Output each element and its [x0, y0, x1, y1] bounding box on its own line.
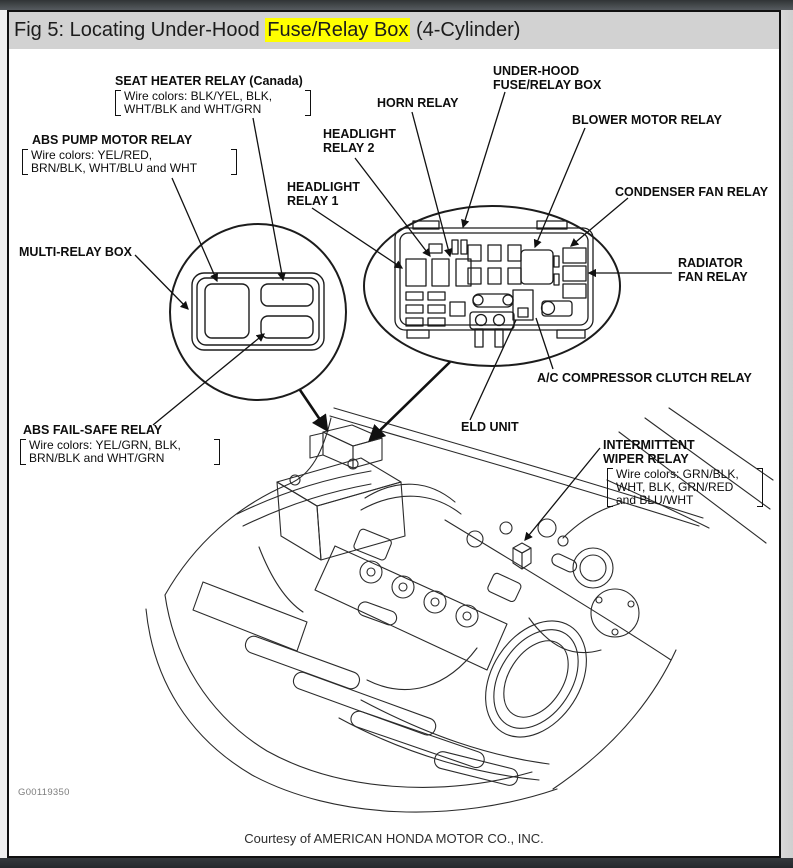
label-radiator-fan-relay: RADIATOR FAN RELAY — [678, 256, 748, 284]
leader-condenser — [571, 198, 628, 246]
figure-title-highlight: Fuse/Relay Box — [267, 19, 409, 41]
abs-fail-safe-wire-colors: Wire colors: YEL/GRN, BLK, BRN/BLK and WHT/GRN — [20, 439, 220, 465]
label-horn-relay: HORN RELAY — [377, 96, 459, 110]
leader-horn — [412, 112, 450, 256]
bracket-right — [305, 90, 311, 116]
credit-line: Courtesy of AMERICAN HONDA MOTOR CO., INC. — [244, 831, 544, 846]
figure-id-code: G00119350 — [18, 787, 70, 798]
seat-heater-wire-colors: Wire colors: BLK/YEL, BLK, WHT/BLK and WHT/GRN — [115, 90, 311, 116]
intermittent-wiper-wire-colors: Wire colors: GRN/BLK, WHT, BLK, GRN/RED and BLU/WHT — [607, 468, 763, 507]
underhood-fuse-box-callout — [364, 206, 620, 366]
abs-pump-wire-colors: Wire colors: YEL/RED, BRN/BLK, WHT/BLU and WHT — [22, 149, 237, 175]
window-bottom-bar — [0, 858, 793, 868]
label-headlight-relay-2: HEADLIGHT RELAY 2 — [323, 127, 396, 155]
leader-multi-relay-box — [135, 255, 188, 309]
label-headlight-relay-1: HEADLIGHT RELAY 1 — [287, 180, 360, 208]
leader-headlight-2 — [355, 158, 430, 256]
leader-abs-pump — [172, 178, 217, 281]
label-intermittent-wiper-relay: INTERMITTENT WIPER RELAY — [603, 438, 695, 466]
leader-eld — [470, 320, 516, 420]
label-condenser-fan-relay: CONDENSER FAN RELAY — [615, 185, 769, 199]
label-blower-motor-relay: BLOWER MOTOR RELAY — [572, 113, 723, 127]
diagram-canvas — [9, 12, 779, 856]
figure-title-suffix: (4-Cylinder) — [410, 19, 521, 41]
figure-title-prefix: Fig 5: Locating Under-Hood — [14, 19, 266, 41]
leader-seat-heater — [253, 118, 283, 280]
leader-wiper-relay — [525, 448, 600, 540]
callout-arrow-ellipse — [370, 362, 450, 440]
bracket-right — [214, 439, 220, 465]
label-seat-heater-relay: SEAT HEATER RELAY (Canada) — [115, 74, 303, 88]
window-top-bar — [0, 0, 793, 10]
label-abs-fail-safe-relay: ABS FAIL-SAFE RELAY — [23, 423, 163, 437]
label-abs-pump-motor-relay: ABS PUMP MOTOR RELAY — [32, 133, 193, 147]
figure-title-bar — [9, 12, 779, 49]
bracket-right — [231, 149, 237, 175]
callout-arrow-circle — [300, 390, 327, 430]
leader-abs-fail-safe — [153, 334, 264, 425]
label-under-hood-fuse-relay-box: UNDER-HOOD FUSE/RELAY BOX — [493, 64, 602, 92]
label-eld-unit: ELD UNIT — [461, 420, 519, 434]
bracket-right — [757, 468, 763, 507]
callout-arrows — [300, 362, 450, 440]
multi-relay-box-callout — [170, 224, 346, 400]
figure-frame — [7, 10, 781, 858]
label-multi-relay-box: MULTI-RELAY BOX — [19, 245, 132, 259]
label-ac-compressor-clutch-relay: A/C COMPRESSOR CLUTCH RELAY — [537, 371, 752, 385]
